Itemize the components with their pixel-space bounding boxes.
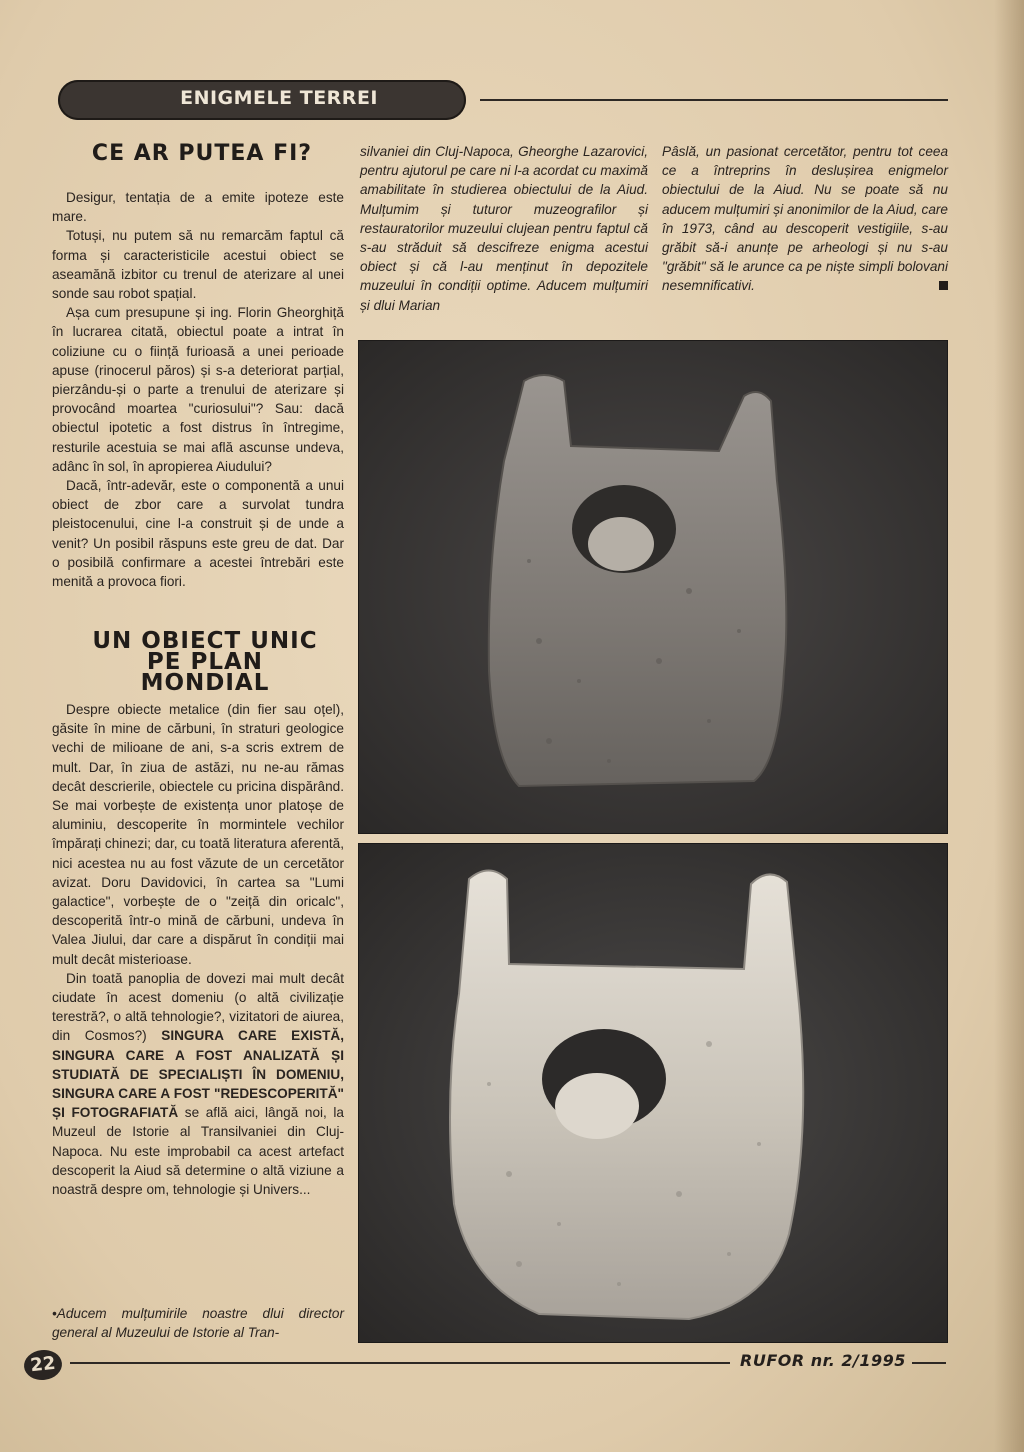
- header-rule: [480, 99, 948, 101]
- artifact-photo-bottom: [358, 843, 948, 1343]
- artifact-photo-top: [358, 340, 948, 834]
- column-1-bottom: [52, 700, 344, 1199]
- acknowledgement-column-3: [662, 142, 948, 296]
- paragraph: Desigur, tentația de a emite ipoteze este mare.: [52, 190, 344, 225]
- footer-rule-right: [912, 1362, 946, 1364]
- acknowledgement-text: •Aducem mulțumirile noastre dlui director general al Muzeului de Istorie al Tran-: [52, 1306, 344, 1341]
- acknowledgement-column-2: [360, 142, 648, 315]
- end-of-article-mark: [939, 281, 948, 290]
- acknowledgement-text: Pâslă, un pasionat cercetător, pentru tot ceea ce a întreprins în deslușirea enigmelor obiectului de la Aiud. Nu se poate să nu aducem mulțumiri și anonimilor de la Aiud, care în 1973, când au descoperit vestigiile, s-au grăbit să-i anunțe pe arheologi și nu s-au "grăbit" să le arunce ca pe niște simpli bolovani nesemnificativi.: [662, 144, 948, 294]
- paragraph-final-intro: Din toată panoplia de dovezi mai mult decât ciudate în acest domeniu (o altă civilizație terestră?, o altă tehnologie?, vizitatori de aiurea, din Cosmos?): [52, 970, 344, 1044]
- artifact-photo-top-image: [359, 341, 947, 833]
- section-banner: [58, 80, 466, 120]
- paragraph: Despre obiecte metalice (din fier sau oțel), găsite în mine de cărbuni, în straturi geologice vechi de milioane de ani, s-a scris extrem de mult. Dar, în ziua de astăzi, nu ne-au rămas decât descrierile, obiectele cu pricina dispărând. Se mai vorbește de existența unor platoșe de aluminiu, descoperite în mormintele vechilor împărați chinezi; dar, cu toată literatura aferentă, nici acestea nu au fost văzute de un cercetător avizat. Doru Davidovici, în cartea sa "Lumi galactice", vorbește de o "zeiță din oricalc", descoperită într-o mină de cărbuni, undeva în Valea Jiului, dar care a dispărut în condiții mai mult decât misterioase.: [52, 702, 344, 967]
- paragraph: Așa cum presupune și ing. Florin Gheorghiță în lucrarea citată, obiectul poate a intrat în coliziune cu o ființă furioasă a unei perioade apuse (rinocerul păros) și s-a deteriorat parțial, pierzându-și o parte a trenului de aterizare și provocând moartea "curiosului"? Sau: dacă obiectul ipotetic a fost distrus în întregime, resturile acestuia se mai află ascunse undeva, adânc în sol, în apropierea Aiudului?: [52, 305, 344, 474]
- heading-ce-ar-putea-fi: CE AR PUTEA FI?: [91, 141, 313, 166]
- artifact-photo-bottom-image: [359, 844, 947, 1342]
- page-number: 22: [23, 1348, 64, 1382]
- paragraph: Dacă, într-adevăr, este o componentă a unui obiect de zbor care a survolat tundra pleistocenului, cine l-a construit și de unde a venit? Un posibil răspuns este greu de dat. Dar o posibilă confirmare a acestei întrebări este menită a provoca fiori.: [52, 478, 344, 590]
- issue-label: RUFOR nr. 2/1995: [740, 1351, 906, 1370]
- acknowledgement-start: [52, 1304, 344, 1342]
- paragraph-final: [52, 969, 344, 1199]
- paragraph-final-rest: se află aici, lângă noi, la Muzeul de Istorie al Transilvaniei din Cluj- Napoca. Nu este improbabil ca acest artefact descoperit la Aiud să determine o altă viziune a noastră despre om, tehnologie și Univers...: [52, 1105, 344, 1198]
- column-1-top: [52, 188, 344, 591]
- acknowledgement-text: silvaniei din Cluj-Napoca, Gheorghe Lazarovici, pentru ajutorul pe care ni l-a acordat cu maximă amabilitate în studierea obiectului de la Aiud. Mulțumim și tuturor muzeografilor și restauratorilor muzeului clujean pentru faptul că s-au străduit să descifreze enigma acestui obiect și că l-au menținut în depozitele muzeului în condiții optime. Aducem mulțumiri și dlui Marian: [360, 144, 648, 313]
- section-label: ENIGMELE TERREI: [180, 87, 378, 109]
- footer-rule-left: [70, 1362, 730, 1364]
- paragraph: Totuși, nu putem să nu remarcăm faptul că forma și caracteristicile acestui obiect se aseamănă izbitor cu trenul de aterizare al unei sonde sau robot spațial.: [52, 228, 344, 302]
- heading-un-obiect-unic: UN OBIECT UNIC PE PLAN MONDIAL: [92, 628, 318, 696]
- paragraph-final-emphasis: SINGURA CARE EXISTĂ, SINGURA CARE A FOST ANALIZATĂ ȘI STUDIATĂ DE SPECIALIȘTI ÎN DOMENIU, SINGURA CARE A FOST "REDESCOPERITĂ" ȘI FOTOGRAFIATĂ: [52, 1028, 345, 1121]
- page-edge-shadow: [994, 0, 1024, 1452]
